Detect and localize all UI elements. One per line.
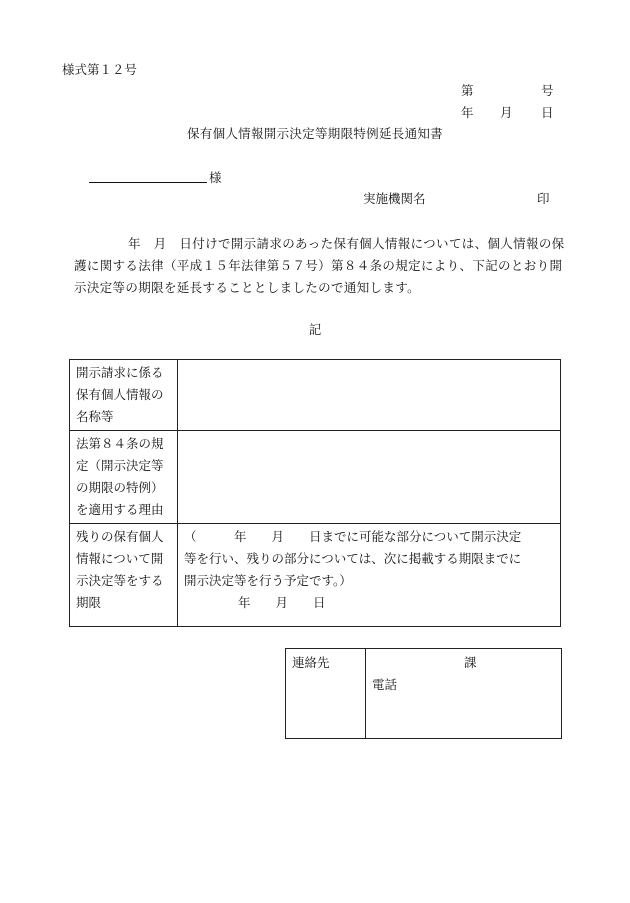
issue-date-year: 年 (461, 105, 474, 120)
notice-body-paragraph: 年 月 日付けで開示請求のあった保有個人情報については、個人情報の保護に関する法律（平成１５年法律第５７号）第８４条の規定により、下記のとおり開示決定等の期限を延長することとしましたので通知します。 (74, 236, 565, 295)
details-table (69, 359, 561, 627)
contact-box (285, 648, 562, 739)
issue-date-month: 月 (500, 105, 513, 120)
table-row (70, 524, 561, 627)
issuer-org-label: 実施機関名 (363, 191, 426, 206)
contact-section-label: 課 (464, 655, 477, 670)
deadline-text-line-1: （ 年 月 日までに可能な部分について開示決定 (184, 529, 522, 544)
document-number-suffix: 号 (541, 83, 554, 98)
table-row (70, 360, 561, 431)
deadline-date: 年 月 日 (238, 595, 326, 610)
row-value-extension-reason (178, 431, 561, 524)
row-value-information-name (178, 360, 561, 431)
notation-heading: 記 (308, 322, 322, 337)
contact-phone-label: 電話 (372, 677, 398, 692)
seal-mark: 印 (537, 191, 550, 206)
recipient-honorific: 様 (209, 170, 222, 185)
table-row (70, 431, 561, 524)
row-value-decision-deadline (178, 524, 561, 627)
form-number: 様式第１２号 (62, 62, 138, 77)
document-title: 保有個人情報開示決定等期限特例延長通知書 (186, 126, 443, 141)
row-label-extension-reason: 法第８４条の規定（開示決定等の期限の特例）を適用する理由 (70, 431, 178, 524)
document-number-prefix: 第 (461, 83, 474, 98)
deadline-text-line-3: 開示決定等を行う予定です。） (184, 573, 352, 588)
row-label-decision-deadline: 残りの保有個人情報について開示決定等をする期限 (70, 524, 178, 627)
contact-label: 連絡先 (286, 649, 366, 739)
issue-date-day: 日 (541, 105, 554, 120)
recipient-name-line (89, 182, 207, 183)
row-label-information-name: 開示請求に係る保有個人情報の名称等 (70, 360, 178, 431)
contact-details (366, 649, 562, 739)
deadline-text-line-2: 等を行い、残りの部分については、次に掲載する期限までに (184, 551, 522, 566)
